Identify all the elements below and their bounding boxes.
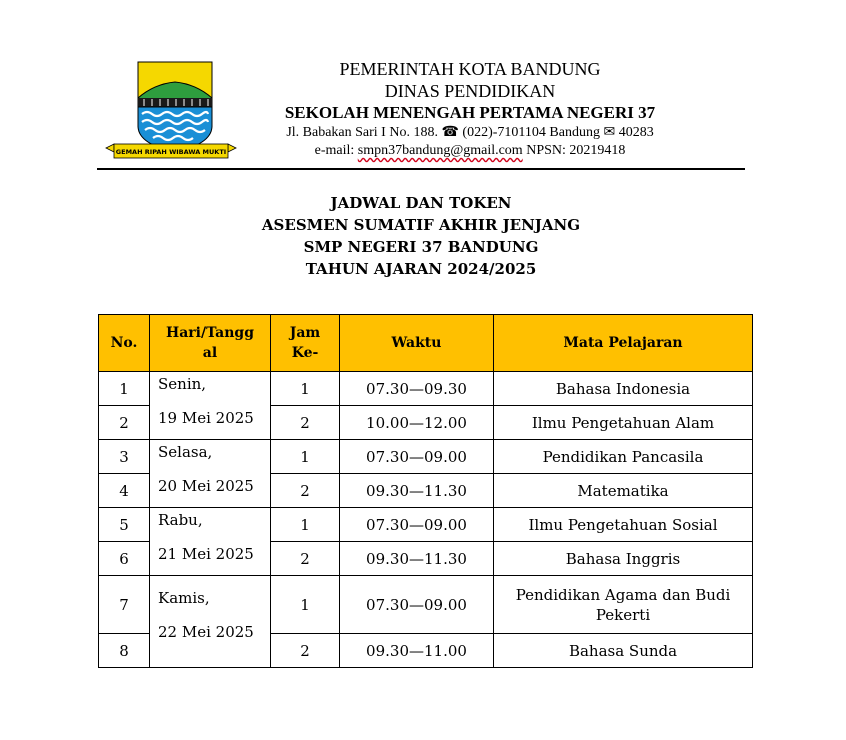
row-subject-line1: Pendidikan Agama dan Budi [515, 585, 731, 604]
title-line-3: SMP NEGERI 37 BANDUNG [303, 238, 539, 256]
document-title [97, 192, 745, 280]
row-hour: 2 [271, 474, 340, 508]
row-no: 2 [99, 406, 150, 440]
day-date: 22 Mei 2025 [158, 623, 254, 641]
phone-number: (022)-7101104 Bandung [462, 125, 600, 140]
schedule-table [98, 314, 753, 668]
title-line-2: ASESMEN SUMATIF AKHIR JENJANG [261, 216, 581, 234]
table-row [99, 508, 753, 542]
row-no: 4 [99, 474, 150, 508]
row-time: 09.30—11.00 [340, 634, 494, 668]
row-time: 09.30—11.30 [340, 542, 494, 576]
title-line-1: JADWAL DAN TOKEN [330, 194, 512, 212]
day-name: Kamis, [158, 589, 210, 607]
postcode: 40283 [618, 125, 654, 140]
row-subject: Matematika [494, 474, 753, 508]
header-no: No. [99, 315, 150, 372]
day-name: Selasa, [158, 443, 213, 461]
address-text: Jl. Babakan Sari I No. 188. [286, 125, 438, 140]
row-no: 6 [99, 542, 150, 576]
row-hour: 2 [271, 542, 340, 576]
letterhead [250, 58, 690, 160]
header-hour-line1: Jam [289, 325, 321, 341]
title-line-4: TAHUN AJARAN 2024/2025 [305, 260, 537, 278]
bandung-city-emblem-logo [104, 58, 238, 166]
row-subject: Bahasa Sunda [494, 634, 753, 668]
day-name: Rabu, [158, 511, 203, 529]
row-subject: Bahasa Indonesia [494, 372, 753, 406]
phone-icon: ☎ [441, 125, 459, 140]
table-row [99, 576, 753, 634]
logo-motto: GEMAH RIPAH WIBAWA MUKTI [115, 148, 227, 156]
row-time: 07.30—09.00 [340, 440, 494, 474]
email-label: e-mail: [314, 143, 355, 158]
day-name: Senin, [158, 375, 207, 393]
agency-name: DINAS PENDIDIKAN [384, 81, 556, 101]
day-cell [150, 440, 271, 508]
row-subject: Ilmu Pengetahuan Sosial [494, 508, 753, 542]
row-subject-line2: Pekerti [595, 605, 651, 624]
row-subject: Ilmu Pengetahuan Alam [494, 406, 753, 440]
day-cell [150, 576, 271, 668]
row-time: 09.30—11.30 [340, 474, 494, 508]
day-date: 19 Mei 2025 [158, 409, 254, 427]
row-hour: 1 [271, 508, 340, 542]
row-hour: 2 [271, 634, 340, 668]
header-day-date [150, 315, 271, 372]
day-cell [150, 508, 271, 576]
row-hour: 1 [271, 440, 340, 474]
row-no: 1 [99, 372, 150, 406]
row-time: 07.30—09.00 [340, 576, 494, 634]
government-name: PEMERINTAH KOTA BANDUNG [339, 59, 601, 79]
row-subject [494, 576, 753, 634]
table-row [99, 440, 753, 474]
header-time: Waktu [340, 315, 494, 372]
row-no: 8 [99, 634, 150, 668]
row-time: 07.30—09.30 [340, 372, 494, 406]
row-hour: 1 [271, 576, 340, 634]
row-hour: 2 [271, 406, 340, 440]
header-hour [271, 315, 340, 372]
header-day-line1: Hari/Tangg [165, 325, 254, 341]
row-subject: Bahasa Inggris [494, 542, 753, 576]
school-name: SEKOLAH MENENGAH PERTAMA NEGERI 37 [284, 103, 656, 122]
header-subject: Mata Pelajaran [494, 315, 753, 372]
table-row [99, 372, 753, 406]
school-address [250, 124, 690, 142]
row-hour: 1 [271, 372, 340, 406]
header-day-line2: al [202, 345, 218, 361]
row-subject: Pendidikan Pancasila [494, 440, 753, 474]
day-date: 21 Mei 2025 [158, 545, 254, 563]
row-no: 5 [99, 508, 150, 542]
table-header-row [99, 315, 753, 372]
letterhead-divider [97, 168, 745, 170]
row-time: 07.30—09.00 [340, 508, 494, 542]
header-hour-line2: Ke- [291, 345, 319, 361]
npsn: NPSN: 20219418 [526, 143, 626, 158]
email-address[interactable]: smpn37bandung@gmail.com [357, 143, 523, 158]
day-cell [150, 372, 271, 440]
row-time: 10.00—12.00 [340, 406, 494, 440]
day-date: 20 Mei 2025 [158, 477, 254, 495]
envelope-icon: ✉ [603, 125, 616, 140]
row-no: 7 [99, 576, 150, 634]
row-no: 3 [99, 440, 150, 474]
contact-line [250, 142, 690, 160]
